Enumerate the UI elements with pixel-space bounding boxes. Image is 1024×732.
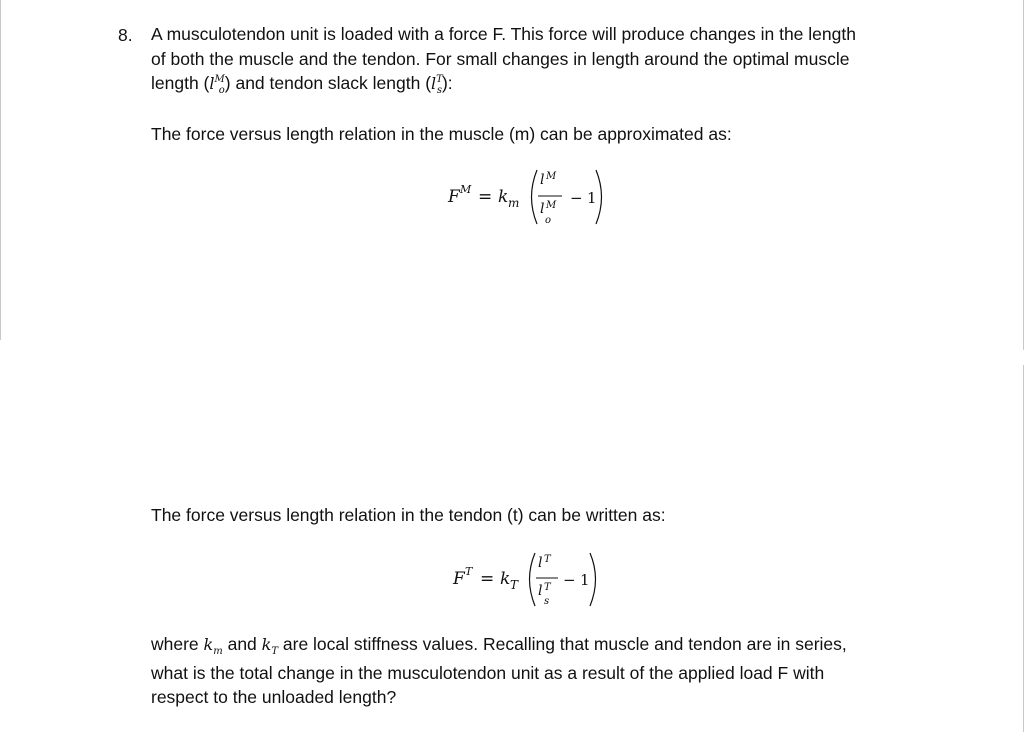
eq-m-lhs: F [448, 187, 460, 207]
closing-line-2: what is the total change in the musculotendon unit as a result of the applied load F with [151, 662, 825, 683]
tendon-force-equation [448, 545, 628, 615]
eq-t-den-sub: s [544, 596, 550, 607]
muscle-relation-text: The force versus length relation in the muscle (m) can be approximated as: [151, 124, 732, 144]
eq-t-num-sup: T [544, 554, 551, 565]
intro-line-3-c: ): [441, 73, 453, 93]
eq-m-num-sup: M [546, 171, 557, 182]
closing-paragraph [151, 632, 921, 710]
intro-line-2: of both the muscle and the tendon. For small changes in length around the optimal muscle [151, 48, 850, 69]
eq-t-lhs: F [453, 569, 465, 589]
closing-line-3: respect to the unloaded length? [151, 687, 397, 707]
closing-line-1 [151, 632, 921, 661]
closing-line-1-c: are local stiffness values. Recalling that muscle and tendon are in series, [278, 634, 847, 654]
eq-t-minus: − [563, 571, 576, 589]
eq-t-equals: = [480, 569, 495, 589]
eq-m-one: 1 [587, 189, 597, 207]
muscle-equation-svg [440, 162, 660, 232]
closing-line-1-a: where [151, 634, 204, 654]
eq-t-den: l [538, 583, 543, 599]
eq-t-one: 1 [580, 571, 590, 589]
intro-line-3 [151, 71, 921, 100]
intro-line-1: A musculotendon unit is loaded with a force F. This force will produce changes in the length [151, 24, 856, 44]
intro-line-3-a: length ( [151, 73, 210, 93]
eq-m-k-sub: m [508, 196, 520, 210]
question-number: 8. [118, 25, 133, 45]
eq-m-left-paren [532, 170, 538, 224]
closing-line-1-b: and [222, 634, 262, 654]
eq-m-k: k [498, 187, 509, 207]
intro-line-3-b: ) and tendon slack length ( [224, 73, 432, 93]
eq-t-lhs-sup: T [465, 565, 473, 578]
muscle-stiffness-symbol: $k_m$ [203, 635, 223, 657]
tendon-relation-text: The force versus length relation in the tendon (t) can be written as: [151, 505, 666, 525]
muscle-force-equation [440, 162, 660, 232]
eq-t-left-paren [530, 553, 536, 606]
eq-m-den-sup: M [546, 200, 557, 211]
eq-m-equals: = [478, 187, 493, 207]
eq-m-den: l [540, 201, 545, 217]
optimal-muscle-length-symbol: $l^M_o$ [209, 74, 225, 96]
eq-m-right-paren [596, 170, 602, 224]
eq-t-den-sup: T [544, 582, 551, 593]
tendon-slack-length-symbol: $l^T_s$ [431, 74, 443, 96]
tendon-equation-svg [448, 545, 628, 615]
eq-m-minus: − [570, 189, 583, 207]
eq-t-k-sub: T [510, 578, 519, 592]
eq-t-k: k [500, 569, 511, 589]
eq-t-right-paren [590, 553, 596, 606]
eq-m-lhs-sup: M [460, 183, 472, 196]
eq-m-den-sub: o [545, 215, 552, 226]
eq-m-num: l [540, 172, 545, 188]
tendon-stiffness-symbol: $k_T$ [261, 635, 279, 657]
intro-paragraph [151, 22, 921, 100]
eq-t-num: l [538, 555, 543, 571]
